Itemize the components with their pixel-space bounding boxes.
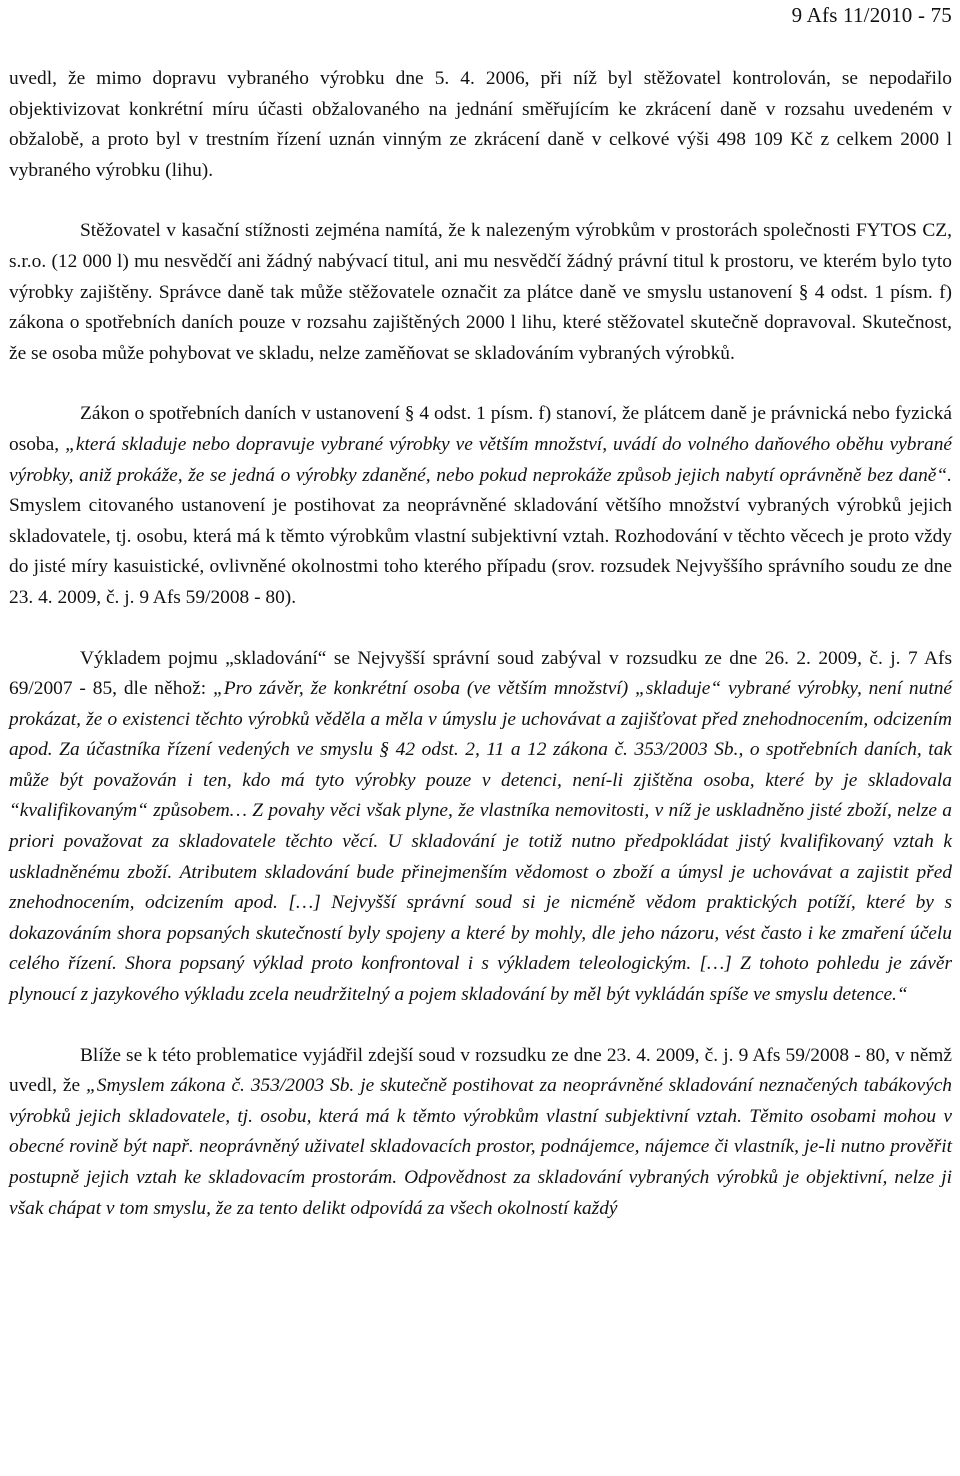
quoted-text: „která skladuje nebo dopravuje vybrané výrobky ve větším množství, uvádí do volného daňového oběhu vybrané výrobky, aniž prokáže, že se jedná o výrobky zdaněné, nebo pokud neprokáže způsob jejich nabytí oprávněně bez daně“. — [9, 433, 952, 486]
paragraph — [9, 1041, 952, 1225]
paragraph — [9, 399, 952, 613]
text-run: Zákon o spotřebních daních v ustanovení § 4 odst. 1 písm. f) stanoví, že plátcem daně je právnická nebo fyzická osoba, — [9, 403, 952, 455]
text-run: Výkladem pojmu „skladování“ se Nejvyšší správní soud zabýval v rozsudku ze dne 26. 2. 2009, č. j. 7 Afs 69/2007 - 85, dle něhož: — [9, 647, 952, 700]
text-run: uvedl, že mimo dopravu vybraného výrobku dne 5. 4. 2006, při níž byl stěžovatel kontrolován, se nepodařilo objektivizovat konkrétní míru účasti obžalovaného na jednání směřujícím ke zkrácení daně v rozsahu uvedeném v obžalobě, a proto byl v trestním řízení uznán vinným ze zkrácení daně v celkové výši 498 109 Kč z celkem 2000 l vybraného výrobku (lihu). — [9, 68, 952, 181]
text-run: Smyslem citovaného ustanovení je postihovat za neoprávněné skladování většího množství vybraných výrobků jejich skladovatele, tj. osobu, která má k těmto výrobkům vlastní subjektivní vztah. Rozhodování v těchto věcech je proto vždy do jisté míry kasuistické, ovlivněné okolnostmi toho kterého případu (srov. rozsudek Nejvyššího správního soudu ze dne 23. 4. 2009, č. j. 9 Afs 59/2008 - 80). — [9, 495, 952, 608]
quoted-text: „Smyslem zákona č. 353/2003 Sb. je skutečně postihovat za neoprávněné skladování neznačených tabákových výrobků jejich skladovatele, tj. osobu, která má k těmto výrobkům vlastní subjektivní vztah. Těmito osobami mohou v obecné rovině být např. neoprávněný uživatel skladovacích prostor, podnájemce, nájemce či vlastník, je-li nutno prověřit postupně jejich vztah ke skladovacím prostorám. Odpovědnost za skladování vybraných výrobků je objektivní, nelze ji však chápat v tom smyslu, že za tento delikt odpovídá za všech okolností každý — [9, 1075, 952, 1219]
text-run: Blíže se k této problematice vyjádřil zdejší soud v rozsudku ze dne 23. 4. 2009, č. j. 9 Afs 59/2008 - 80, v němž uvedl, že — [9, 1044, 952, 1097]
quoted-text: „Pro závěr, že konkrétní osoba (ve větším množství) „skladuje“ vybrané výrobky, není nutné prokázat, že o existenci těchto výrobků věděla a měla v úmyslu je uchovávat a zajišťovat před znehodnocením, odcizením apod. Za účastníka řízení vedených ve smyslu § 42 odst. 2, 11 a 12 zákona č. 353/2003 Sb., o spotřebních daních, tak může být považován i ten, kdo má tyto výrobky pouze v detenci, není-li zjištěna osoba, které by je skladovala “kvalifikovaným“ způsobem… Z povahy věci však plyne, že vlastníka nemovitosti, v níž je uskladněno jisté zboží, nelze a priori považovat za skladovatele těchto věcí. U skladování je totiž nutno předpokládat jistý kvalifikovaný vztah k uskladněnému zboží. Atributem skladování bude přinejmenším vědomost o zboží a úmysl je uchovávat a zajistit před znehodnocením, odcizením apod. […] Nejvyšší správní soud si je nicméně vědom praktických potíží, které by s dokazováním shora popsaných skutečností byly spojeny a které by mohly, dle jeho názoru, vést často i ke zmaření účelu celého řízení. Shora popsaný výklad proto konfrontoval i s výkladem teleologickým. […] Z tohoto pohledu je závěr plynoucí z jazykového výkladu zcela neudržitelný a pojem skladování by měl být vykládán spíše ve smyslu detence.“ — [9, 678, 953, 1006]
document-body — [9, 64, 952, 1224]
paragraph — [9, 64, 952, 186]
paragraph — [9, 644, 952, 1011]
paragraph — [9, 216, 952, 369]
case-reference: 9 Afs 11/2010 - 75 — [791, 3, 952, 27]
text-run: Stěžovatel v kasační stížnosti zejména namítá, že k nalezeným výrobkům v prostorách společnosti FYTOS CZ, s.r.o. (12 000 l) mu nesvědčí ani žádný nabývací titul, ani mu nesvědčí žádný právní titul k prostoru, ve kterém bylo tyto výrobky zajištěny. Správce daně tak může stěžovatele označit za plátce daně ve smyslu ustanovení § 4 odst. 1 písm. f) zákona o spotřebních daních pouze v rozsahu zajištěných 2000 l lihu, které stěžovatel skutečně dopravoval. Skutečnost, že se osoba může pohybovat ve skladu, nelze zaměňovat se skladováním vybraných výrobků. — [9, 220, 952, 364]
